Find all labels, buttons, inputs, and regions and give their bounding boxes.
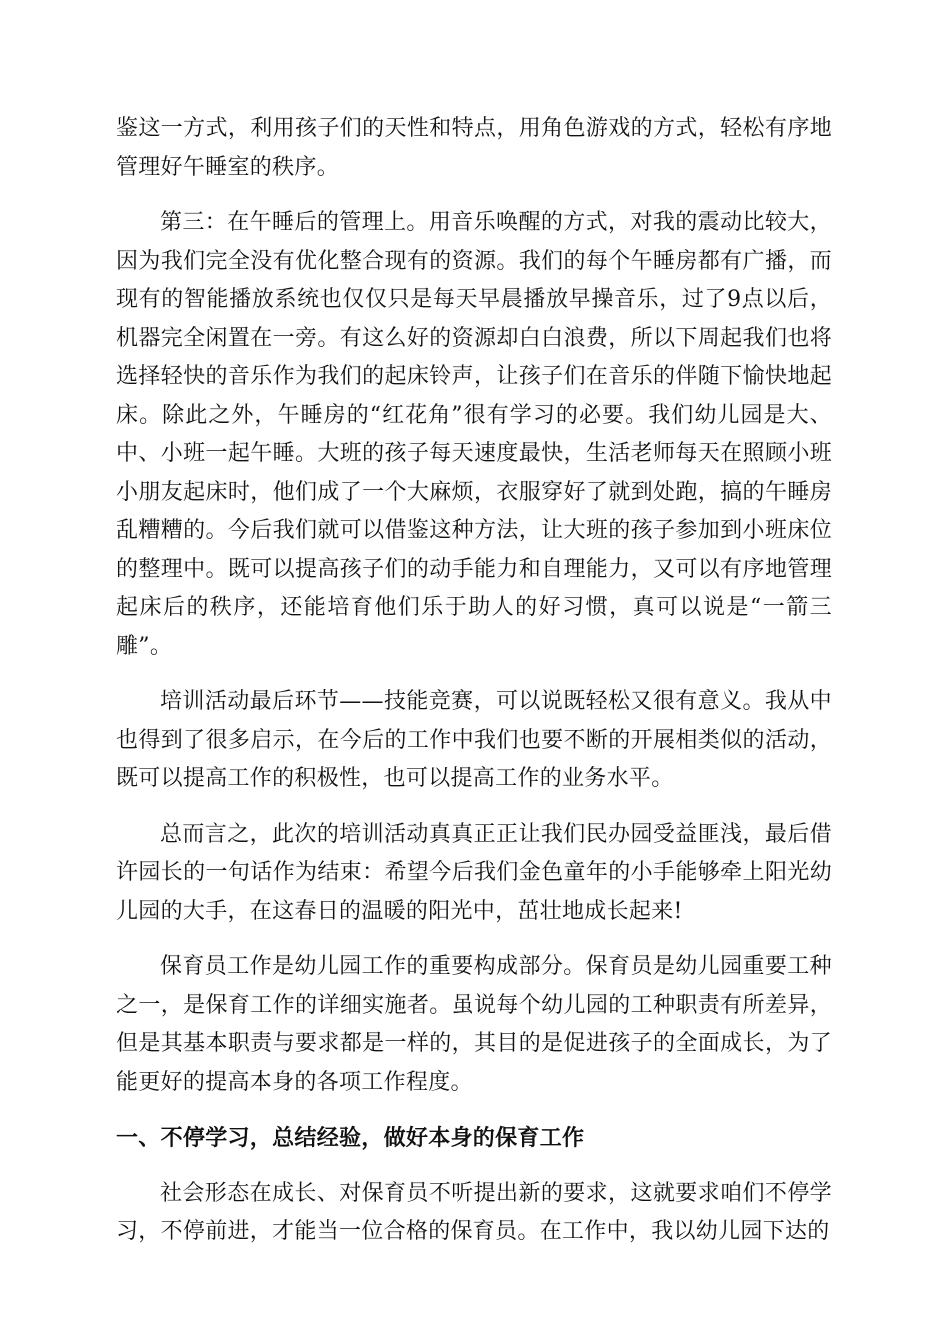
section-heading: 一、不停学习，总结经验，做好本身的保育工作 xyxy=(116,1125,585,1151)
paragraph-section-body: 社会形态在成长、对保育员不听提出新的要求，这就要求咱们不停学习，不停前进，才能当一位合格的保育员。在工作中，我以幼儿园下达的 xyxy=(116,1180,832,1244)
paragraph-summary: 总而言之，此次的培训活动真真正正让我们民办园受益匪浅，最后借许园长的一句话作为结束：希望今后我们金色童年的小手能够牵上阳光幼儿园的大手，在这春日的温暖的阳光中，茁壮地成长起来! xyxy=(116,821,832,924)
document-body xyxy=(116,110,832,1252)
paragraph-third-point: 第三：在午睡后的管理上。用音乐唤醒的方式，对我的震动比较大，因为我们完全没有优化整合现有的资源。我们的每个午睡房都有广播，而现有的智能播放系统也仅仅只是每天早晨播放早操音乐，过了9点以后，机器完全闲置在一旁。有这么好的资源却白白浪费，所以下周起我们也将选择轻快的音乐作为我们的起床铃声，让孩子们在音乐的伴随下愉快地起床。除此之外，午睡房的“红花角”很有学习的必要。我们幼儿园是大、中、小班一起午睡。大班的孩子每天速度最快，生活老师每天在照顾小班小朋友起床时，他们成了一个大麻烦，衣服穿好了就到处跑，搞的午睡房乱糟糟的。今后我们就可以借鉴这种方法，让大班的孩子参加到小班床位的整理中。既可以提高孩子们的动手能力和自理能力，又可以有序地管理起床后的秩序，还能培育他们乐于助人的好习惯，真可以说是“一箭三雕”。 xyxy=(116,210,832,659)
paragraph-continuation: 鉴这一方式，利用孩子们的天性和特点，用角色游戏的方式，轻松有序地管理好午睡室的秩序。 xyxy=(116,116,832,180)
paragraph-skills-contest: 培训活动最后环节——技能竞赛，可以说既轻松又很有意义。我从中也得到了很多启示，在今后的工作中我们也要不断的开展相类似的活动，既可以提高工作的积极性，也可以提高工作的业务水平。 xyxy=(116,689,832,791)
paragraph-caregiver-intro: 保育员工作是幼儿园工作的重要构成部分。保育员是幼儿园重要工种之一，是保育工作的详细实施者。虽说每个幼儿园的工种职责有所差异，但是其基本职责与要求都是一样的，其目的是促进孩子的全面成长，为了能更好的提高本身的各项工作程度。 xyxy=(116,954,832,1095)
